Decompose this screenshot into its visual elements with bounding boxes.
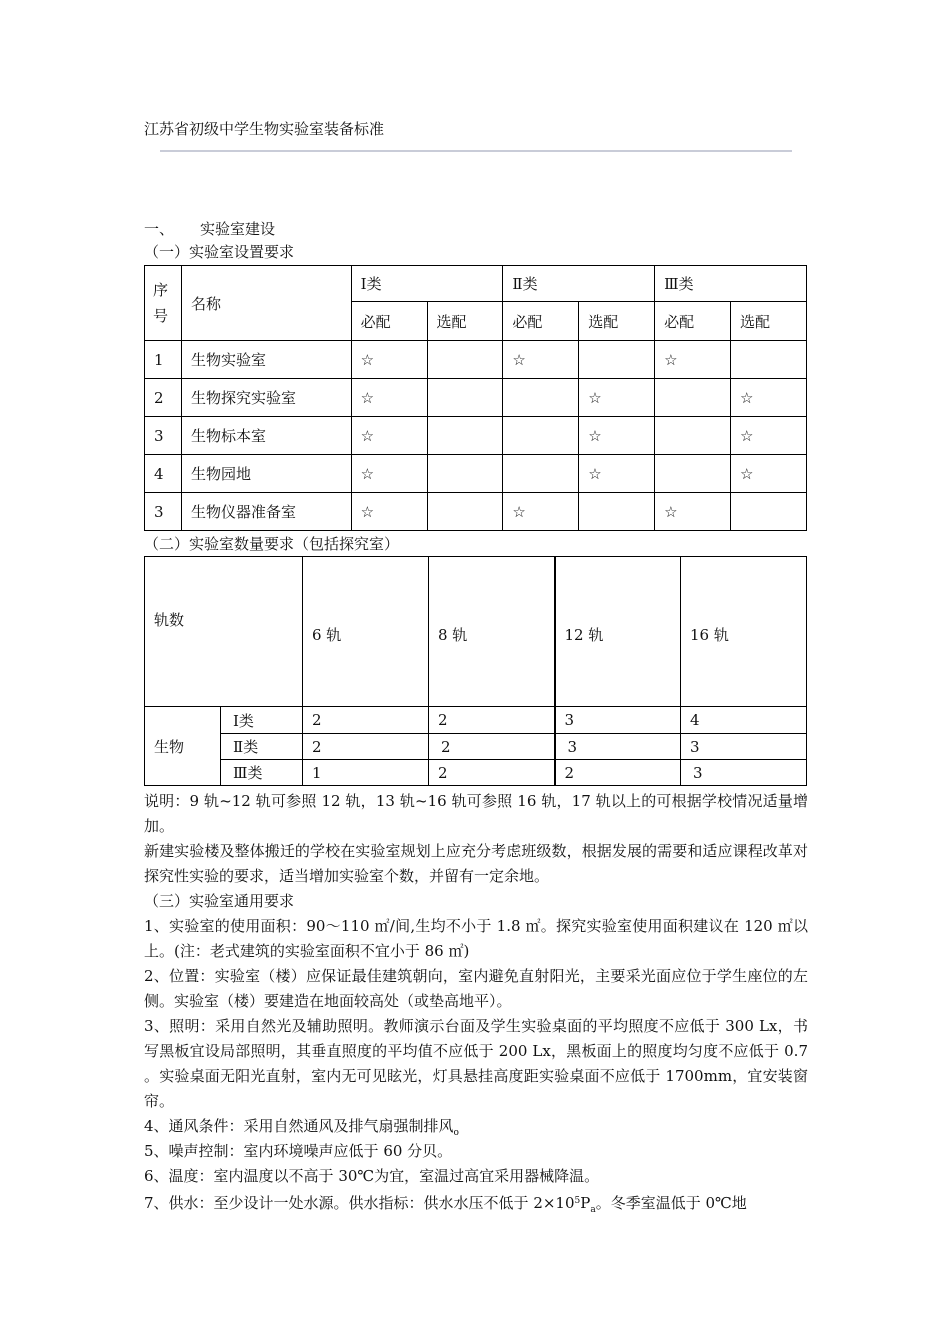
cell-mark: [503, 379, 579, 417]
cell-mark: [427, 379, 503, 417]
table-row: [145, 493, 807, 531]
header-track-8: 8 轨: [429, 557, 555, 707]
cell-mark: ☆: [351, 455, 427, 493]
count-cell: 3: [555, 707, 681, 734]
table-row: [145, 734, 807, 760]
cell-mark: ☆: [579, 379, 655, 417]
cell-mark: [427, 455, 503, 493]
section-heading: [144, 218, 275, 239]
header-tracks: 轨数: [145, 557, 303, 707]
cell-mark: ☆: [351, 341, 427, 379]
note-paragraph-1: 说明：9 轨~12 轨可参照 12 轨，13 轨~16 轨可参照 16 轨，17 轨以上的可根据学校情况适量增加。: [144, 792, 808, 835]
subsection-heading-1: （一）实验室设置要求: [144, 243, 295, 261]
header-class-3: Ⅲ类: [655, 266, 807, 302]
requirement-7: 7、供水：至少设计一处水源。供水指标：供水水压不低于 $2\times 10^5P_a$。冬季室温低于 0℃地: [144, 1194, 747, 1215]
count-cell: 3: [681, 734, 807, 760]
header-name: 名称: [181, 266, 351, 341]
cell-mark: [731, 341, 807, 379]
cell-mark: ☆: [579, 455, 655, 493]
table-row: [145, 341, 807, 379]
cell-mark: [427, 417, 503, 455]
header-required: 必配: [351, 302, 427, 341]
table-row: [145, 760, 807, 786]
count-cell: 2: [429, 760, 555, 786]
row-name: 生物标本室: [181, 417, 351, 455]
table-row: [145, 455, 807, 493]
cell-mark: [579, 341, 655, 379]
subsection-heading-2: （二）实验室数量要求（包括探究室）: [144, 535, 400, 553]
header-seq: 序号: [145, 266, 182, 341]
class-label: Ⅰ类: [221, 707, 303, 734]
header-track-6: 6 轨: [303, 557, 429, 707]
table-row: [145, 379, 807, 417]
section-title: 实验室建设: [200, 220, 276, 238]
row-name: 生物园地: [181, 455, 351, 493]
header-class-1: Ⅰ类: [351, 266, 503, 302]
header-optional: 选配: [427, 302, 503, 341]
row-seq: 1: [145, 341, 182, 379]
title-divider: [160, 150, 792, 152]
subsection-heading-3: （三）实验室通用要求: [144, 892, 295, 910]
requirement-5: 5、噪声控制：室内环境噪声应低于 60 分贝。: [144, 1142, 453, 1160]
cell-mark: [655, 417, 731, 455]
row-name: 生物探究实验室: [181, 379, 351, 417]
lab-setup-table: [144, 265, 807, 531]
cell-mark: [579, 493, 655, 531]
class-label: Ⅲ类: [221, 760, 303, 786]
count-cell: 2: [429, 707, 555, 734]
unit-p: P: [580, 1194, 591, 1212]
cell-mark: ☆: [351, 379, 427, 417]
count-cell: 3: [555, 734, 681, 760]
cell-mark: [503, 455, 579, 493]
cell-mark: ☆: [503, 493, 579, 531]
trailing-mark: o: [453, 1128, 459, 1138]
cell-mark: ☆: [655, 341, 731, 379]
subject-label: 生物: [145, 707, 221, 786]
cell-mark: [427, 341, 503, 379]
note-paragraph-2: 新建实验楼及整体搬迁的学校在实验室规划上应充分考虑班级数，根据发展的需要和适应课程改革对探究性实验的要求，适当增加实验室个数，并留有一定余地。: [144, 842, 808, 885]
count-cell: 2: [303, 707, 429, 734]
count-cell: 2: [555, 760, 681, 786]
row-seq: 3: [145, 493, 182, 531]
row-seq: 3: [145, 417, 182, 455]
lab-quantity-table: [144, 556, 807, 786]
row-name: 生物实验室: [181, 341, 351, 379]
class-label: Ⅱ类: [221, 734, 303, 760]
header-class-2: Ⅱ类: [503, 266, 655, 302]
cell-mark: ☆: [731, 417, 807, 455]
header-required: 必配: [503, 302, 579, 341]
cell-mark: ☆: [351, 493, 427, 531]
cell-mark: ☆: [503, 341, 579, 379]
row-name: 生物仪器准备室: [181, 493, 351, 531]
cell-mark: [655, 455, 731, 493]
cell-mark: [731, 493, 807, 531]
document-title: 江苏省初级中学生物实验室装备标准: [144, 120, 385, 138]
header-optional: 选配: [579, 302, 655, 341]
cell-mark: ☆: [351, 417, 427, 455]
header-required: 必配: [655, 302, 731, 341]
cell-mark: ☆: [655, 493, 731, 531]
requirement-4: 4、通风条件：采用自然通风及排气扇强制排风$_o$: [144, 1117, 459, 1138]
exponent: 5: [574, 1196, 581, 1206]
count-cell: 3: [681, 760, 807, 786]
cell-mark: ☆: [731, 379, 807, 417]
cell-mark: [655, 379, 731, 417]
requirement-2: 2、位置：实验室（楼）应保证最佳建筑朝向，室内避免直射阳光，主要采光面应位于学生座位的左侧。实验室（楼）要建造在地面较高处（或垫高地平）。: [144, 967, 808, 1010]
row-seq: 2: [145, 379, 182, 417]
cell-mark: [427, 493, 503, 531]
count-cell: 2: [429, 734, 555, 760]
count-cell: 4: [681, 707, 807, 734]
cell-mark: ☆: [731, 455, 807, 493]
table-row: [145, 707, 807, 734]
section-number: 一、: [144, 220, 175, 238]
header-optional: 选配: [731, 302, 807, 341]
count-cell: 2: [303, 734, 429, 760]
table-row: [145, 417, 807, 455]
unit-subscript: a: [590, 1205, 596, 1215]
requirement-6: 6、温度：室内温度以不高于 30℃为宜，室温过高宜采用器械降温。: [144, 1167, 600, 1185]
count-cell: 1: [303, 760, 429, 786]
requirement-1: 1、实验室的使用面积：90～110 ㎡/间,生均不小于 1.8 ㎡。探究实验室使用面积建议在 120 ㎡以上。(注：老式建筑的实验室面积不宜小于 86 ㎡): [144, 917, 808, 960]
header-track-12: 12 轨: [555, 557, 681, 707]
header-track-16: 16 轨: [681, 557, 807, 707]
requirement-3: 3、照明：采用自然光及辅助照明。教师演示台面及学生实验桌面的平均照度不应低于 300 Lx，书写黑板宜设局部照明，其垂直照度的平均值不应低于 200 Lx，黑板面上的照度均匀度不应低于 0.7 。实验桌面无阳光直射，室内无可见眩光，灯具悬挂高度距实验桌面不应低于 1700mm，宜安装窗帘。: [144, 1017, 808, 1110]
row-seq: 4: [145, 455, 182, 493]
cell-mark: [503, 417, 579, 455]
cell-mark: ☆: [579, 417, 655, 455]
